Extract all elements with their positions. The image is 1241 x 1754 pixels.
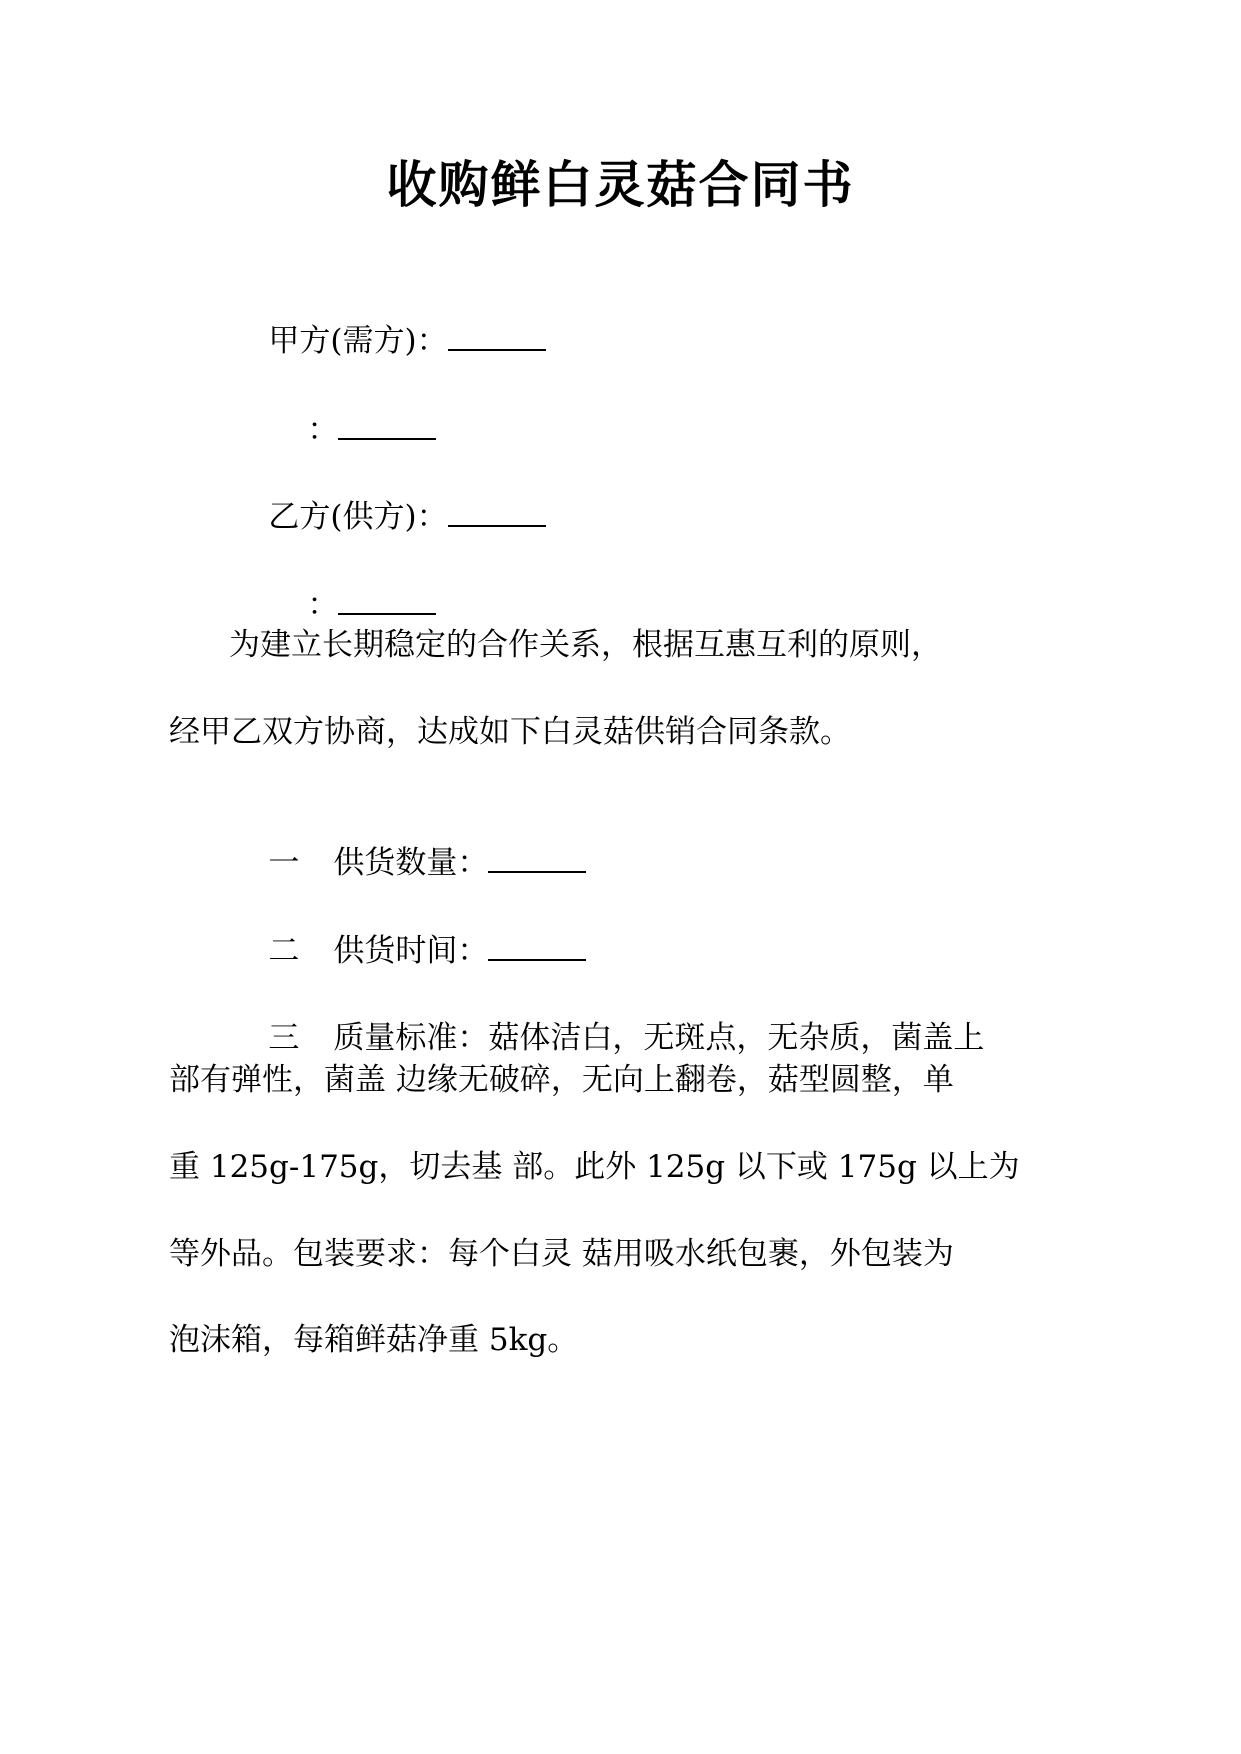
clause-3-line-4: 等外品。包装要求：每个白灵 菇用吸水纸包裹，外包装为 xyxy=(169,1236,954,1272)
clause-2-label: 供货时间： xyxy=(333,933,489,969)
document-title: 收购鲜白灵菇合同书 xyxy=(386,156,855,214)
clause-3-line-1: 质量标准：菇体洁白，无斑点，无杂质，菌盖上 xyxy=(333,1020,985,1056)
party-a-sub-blank xyxy=(338,414,436,440)
party-a-sub-label: ： xyxy=(307,412,339,448)
party-b-sub-blank xyxy=(338,589,436,615)
clause-3-line-3: 重 125g-175g，切去基 部。此外 125g 以下或 175g 以上为 xyxy=(169,1149,1020,1185)
clause-2-number: 二 xyxy=(268,933,300,969)
party-b-sub-label: ： xyxy=(307,587,339,623)
clause-3-line-2: 部有弹性，菌盖 边缘无破碎，无向上翻卷，菇型圆整，单 xyxy=(169,1062,954,1098)
party-a-blank xyxy=(448,325,546,351)
clause-3-line-5: 泡沫箱，每箱鲜菇净重 5kg。 xyxy=(169,1322,579,1358)
intro-line-1: 为建立长期稳定的合作关系，根据互惠互利的原则， xyxy=(229,627,942,663)
clause-1-label: 供货数量： xyxy=(333,845,489,881)
party-b-label: 乙方(供方)： xyxy=(268,499,448,535)
clause-2-blank xyxy=(488,935,586,961)
clause-3-number: 三 xyxy=(268,1020,300,1056)
intro-line-2: 经甲乙双方协商，达成如下白灵菇供销合同条款。 xyxy=(169,714,851,750)
party-a-label: 甲方(需方)： xyxy=(268,323,448,359)
clause-1-blank xyxy=(488,847,586,873)
party-b-blank xyxy=(448,501,546,527)
clause-1-number: 一 xyxy=(268,845,300,881)
